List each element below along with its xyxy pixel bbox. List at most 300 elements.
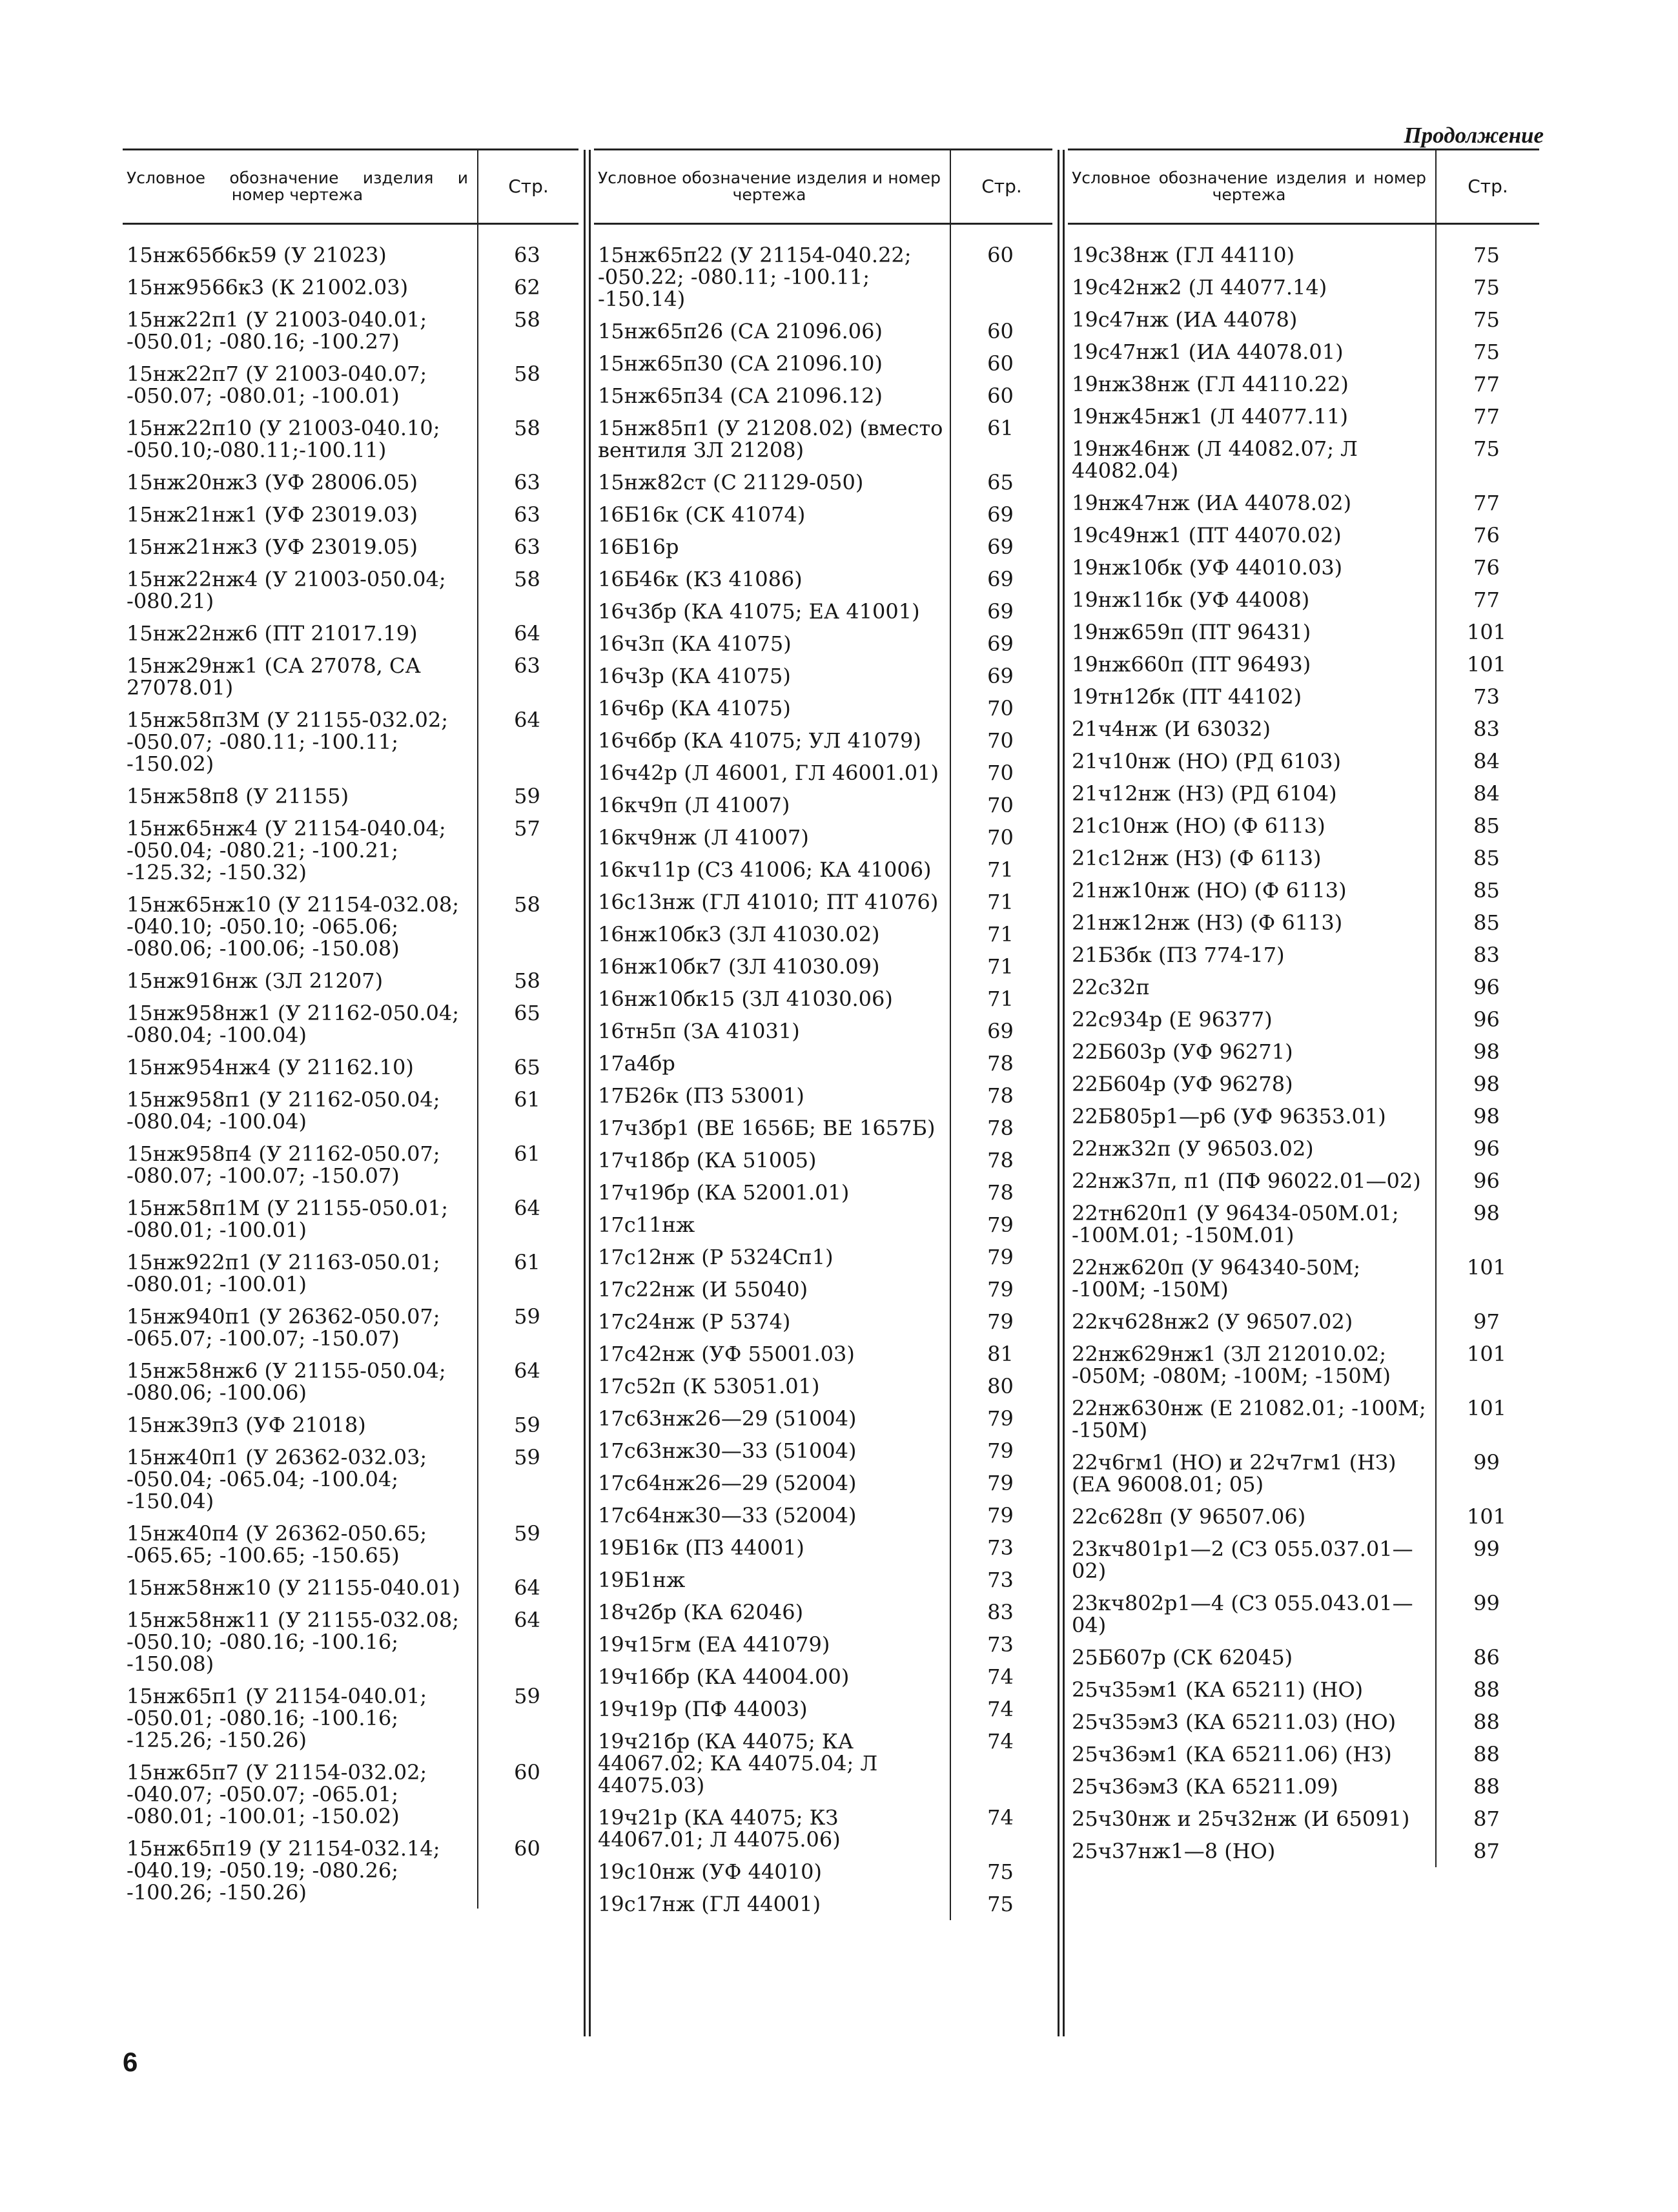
item-designation: 19нж11бк (УФ 44008)	[1072, 588, 1310, 612]
item-designation: 17с64нж30—33 (52004)	[598, 1503, 857, 1528]
item-page: 71	[950, 983, 1052, 1015]
table-row	[594, 692, 1052, 724]
table-row	[594, 789, 1052, 821]
table-row	[123, 965, 578, 997]
table-row	[594, 918, 1052, 950]
item-designation: 23кч802р1—4 (СЗ 055.043.01—04)	[1072, 1591, 1413, 1637]
item-page: 98	[1436, 1036, 1539, 1068]
item-page: 71	[950, 918, 1052, 950]
item-designation: 17с42нж (УФ 55001.03)	[598, 1342, 855, 1366]
item-page: 71	[950, 950, 1052, 983]
item-page: 97	[1436, 1306, 1539, 1338]
item-page: 101	[1436, 1392, 1539, 1446]
table-row	[1068, 906, 1539, 939]
item-page: 78	[950, 1112, 1052, 1144]
item-designation: 15нж958п1 (У 21162-050.04; -080.04; -100.04)	[127, 1087, 440, 1134]
table-row	[123, 563, 578, 617]
item-designation: 15нж65нж10 (У 21154-032.08; -040.10; -050.10; -065.06; -080.06; -100.06; -150.08)	[127, 892, 459, 961]
item-designation: 17Б26к (ПЗ 53001)	[598, 1083, 804, 1108]
item-page: 57	[478, 812, 578, 888]
item-page: 76	[1436, 551, 1539, 584]
table-row	[1068, 1674, 1539, 1706]
item-page: 98	[1436, 1068, 1539, 1100]
table-row	[594, 1370, 1052, 1402]
table-row	[1068, 303, 1539, 336]
item-designation: 15нж9566к3 (К 21002.03)	[127, 275, 409, 300]
item-designation: 17с52п (К 53051.01)	[598, 1374, 820, 1398]
item-designation: 17с24нж (Р 5374)	[598, 1309, 791, 1334]
item-page: 63	[478, 224, 578, 272]
table-row	[594, 1306, 1052, 1338]
table-row	[123, 617, 578, 650]
item-designation: 15нж40п4 (У 26362-050.65; -065.65; -100.65; -150.65)	[127, 1521, 427, 1568]
table-row	[594, 1467, 1052, 1499]
item-designation: 22нж630нж (Е 21082.01; -100М; -150М)	[1072, 1396, 1426, 1442]
item-designation: 17ч19бр (КА 52001.01)	[598, 1180, 850, 1205]
table-row	[123, 650, 578, 704]
item-page: 84	[1436, 745, 1539, 777]
table-row	[594, 412, 1052, 466]
table-row	[1068, 433, 1539, 487]
item-designation: 16ч6бр (КА 41075; УЛ 41079)	[598, 728, 921, 753]
item-page: 59	[478, 780, 578, 812]
item-designation: 15нж958нж1 (У 21162-050.04; -080.04; -100.04)	[127, 1001, 459, 1047]
item-page: 88	[1436, 1738, 1539, 1770]
table-row	[1068, 584, 1539, 616]
table-row	[123, 997, 578, 1051]
table-row	[594, 854, 1052, 886]
table-row	[1068, 1803, 1539, 1835]
item-page: 58	[478, 888, 578, 965]
table-row	[594, 531, 1052, 563]
item-designation: 15нж85п1 (У 21208.02) (вместо вентиля ЗЛ 21208)	[598, 416, 943, 462]
item-designation: 25ч35эм3 (КА 65211.03) (НО)	[1072, 1710, 1397, 1734]
item-designation: 19с47нж1 (ИА 44078.01)	[1072, 340, 1344, 364]
item-page: 79	[950, 1435, 1052, 1467]
table-row	[594, 380, 1052, 412]
table-row	[1068, 1132, 1539, 1165]
item-page: 59	[478, 1441, 578, 1517]
table-row	[1068, 271, 1539, 303]
table-row	[594, 757, 1052, 789]
item-designation: 21Б3бк (ПЗ 774-17)	[1072, 943, 1285, 967]
item-designation: 15нж65п19 (У 21154-032.14; -040.19; -050.19; -080.26; -100.26; -150.26)	[127, 1836, 440, 1905]
item-designation: 16нж10бк3 (ЗЛ 41030.02)	[598, 922, 880, 947]
index-column-2	[594, 148, 1052, 1920]
table-row	[123, 1051, 578, 1083]
item-designation: 15нж58нж11 (У 21155-032.08; -050.10; -080.16; -100.16; -150.08)	[127, 1608, 459, 1676]
table-row	[1068, 1446, 1539, 1500]
item-page: 69	[950, 531, 1052, 563]
item-page: 69	[950, 595, 1052, 628]
item-designation: 19ч19р (ПФ 44003)	[598, 1697, 808, 1721]
table-row	[1068, 1533, 1539, 1587]
table-row	[594, 347, 1052, 380]
table-row	[594, 563, 1052, 595]
item-page: 69	[950, 628, 1052, 660]
item-designation: 17ч3бр1 (ВЕ 1656Б; ВЕ 1657Б)	[598, 1116, 936, 1140]
item-page: 58	[478, 965, 578, 997]
item-page: 96	[1436, 1132, 1539, 1165]
item-page: 71	[950, 854, 1052, 886]
table-row	[594, 1144, 1052, 1176]
item-page: 69	[950, 1015, 1052, 1047]
table-row	[594, 1435, 1052, 1467]
table-row	[594, 1564, 1052, 1596]
item-page: 60	[950, 224, 1052, 316]
item-page: 85	[1436, 874, 1539, 906]
item-designation: 18ч2бр (КА 62046)	[598, 1600, 804, 1624]
table-row	[1068, 971, 1539, 1003]
table-row	[123, 271, 578, 303]
item-designation: 21нж10нж (НО) (Ф 6113)	[1072, 878, 1347, 903]
item-designation: 16ч3п (КА 41075)	[598, 631, 792, 656]
item-designation: 15нж65п7 (У 21154-032.02; -040.07; -050.07; -065.01; -080.01; -100.01; -150.02)	[127, 1760, 427, 1828]
item-designation: 25ч35эм1 (КА 65211) (НО)	[1072, 1677, 1364, 1702]
item-page: 65	[478, 1051, 578, 1083]
item-designation: 22кч628нж2 (У 96507.02)	[1072, 1309, 1353, 1334]
table-row	[594, 660, 1052, 692]
table-row	[594, 498, 1052, 531]
item-designation: 22с934р (Е 96377)	[1072, 1007, 1273, 1032]
item-page: 81	[950, 1338, 1052, 1370]
item-page: 74	[950, 1661, 1052, 1693]
item-designation: 15нж954нж4 (У 21162.10)	[127, 1055, 414, 1080]
table-row	[1068, 1003, 1539, 1036]
table-row	[1068, 551, 1539, 584]
item-page: 88	[1436, 1770, 1539, 1803]
table-row	[594, 886, 1052, 918]
item-page: 60	[478, 1832, 578, 1909]
table-row	[1068, 519, 1539, 551]
item-designation: 25Б607р (СК 62045)	[1072, 1645, 1293, 1670]
column-header-page: Стр.	[1436, 150, 1539, 224]
item-page: 65	[478, 997, 578, 1051]
item-designation: 16ч42р (Л 46001, ГЛ 46001.01)	[598, 761, 939, 785]
item-page: 64	[478, 1355, 578, 1409]
table-row	[1068, 1770, 1539, 1803]
item-page: 101	[1436, 616, 1539, 648]
item-designation: 16ч6р (КА 41075)	[598, 696, 791, 721]
item-page: 69	[950, 498, 1052, 531]
item-page: 64	[478, 1572, 578, 1604]
item-designation: 15нж65б6к59 (У 21023)	[127, 243, 387, 267]
item-designation: 15нж65нж4 (У 21154-040.04; -050.04; -080.21; -100.21; -125.32; -150.32)	[127, 816, 446, 885]
table-row	[1068, 1251, 1539, 1306]
item-designation: 16тн5п (ЗА 41031)	[598, 1019, 800, 1043]
item-page: 87	[1436, 1803, 1539, 1835]
item-designation: 21с12нж (НЗ) (Ф 6113)	[1072, 846, 1322, 870]
item-designation: 15нж65п26 (СА 21096.06)	[598, 319, 883, 343]
item-page: 96	[1436, 971, 1539, 1003]
item-page: 59	[478, 1680, 578, 1756]
item-designation: 22ч6гм1 (НО) и 22ч7гм1 (НЗ) (ЕА 96008.01; 05)	[1072, 1450, 1397, 1497]
column-header-page: Стр.	[478, 150, 578, 224]
table-row	[123, 1680, 578, 1756]
table-row	[594, 1661, 1052, 1693]
item-page: 85	[1436, 842, 1539, 874]
item-page: 101	[1436, 1500, 1539, 1533]
item-designation: 15нж58нж6 (У 21155-050.04; -080.06; -100.06)	[127, 1358, 446, 1405]
column-header-item: Условное обозначение изделия и номер чертежа	[594, 150, 950, 224]
table-row	[594, 1628, 1052, 1661]
item-page: 78	[950, 1080, 1052, 1112]
table-row	[123, 1409, 578, 1441]
item-page: 99	[1436, 1533, 1539, 1587]
table-row	[1068, 1306, 1539, 1338]
item-page: 69	[950, 660, 1052, 692]
table-row	[1068, 616, 1539, 648]
item-designation: 15нж65п34 (СА 21096.12)	[598, 384, 883, 408]
table-row	[1068, 368, 1539, 400]
table-row	[123, 1246, 578, 1300]
item-page: 86	[1436, 1641, 1539, 1674]
table-row	[123, 466, 578, 498]
item-page: 101	[1436, 1338, 1539, 1392]
column-header-page: Стр.	[950, 150, 1052, 224]
table-row	[594, 1015, 1052, 1047]
item-designation: 17а4бр	[598, 1051, 675, 1076]
item-designation: 23кч801р1—2 (СЗ 055.037.01—02)	[1072, 1537, 1413, 1583]
table-row	[1068, 224, 1539, 272]
item-page: 98	[1436, 1100, 1539, 1132]
table-row	[123, 704, 578, 780]
item-page: 71	[950, 886, 1052, 918]
item-designation: 17с22нж (И 55040)	[598, 1277, 808, 1302]
table-row	[123, 1441, 578, 1517]
item-page: 58	[478, 303, 578, 358]
table-row	[1068, 1100, 1539, 1132]
item-page: 75	[1436, 224, 1539, 272]
item-designation: 16с13нж (ГЛ 41010; ПТ 41076)	[598, 890, 939, 914]
table-row	[1068, 487, 1539, 519]
item-designation: 16кч9п (Л 41007)	[598, 793, 790, 817]
item-designation: 19нж659п (ПТ 96431)	[1072, 620, 1311, 644]
table-row	[594, 595, 1052, 628]
table-row	[123, 1756, 578, 1832]
item-page: 83	[1436, 939, 1539, 971]
item-page: 74	[950, 1725, 1052, 1801]
table-row	[594, 1499, 1052, 1531]
table-row	[594, 1693, 1052, 1725]
item-designation: 16Б46к (КЗ 41086)	[598, 567, 803, 591]
item-page: 96	[1436, 1165, 1539, 1197]
item-page: 77	[1436, 400, 1539, 433]
item-designation: 19с42нж2 (Л 44077.14)	[1072, 275, 1327, 300]
table-row	[594, 1402, 1052, 1435]
item-page: 78	[950, 1176, 1052, 1209]
table-row	[594, 1241, 1052, 1273]
item-designation: 19тн12бк (ПТ 44102)	[1072, 684, 1302, 709]
table-row	[1068, 336, 1539, 368]
table-row	[1068, 939, 1539, 971]
item-page: 70	[950, 757, 1052, 789]
table-row	[1068, 1641, 1539, 1674]
column-divider	[584, 150, 586, 2036]
table-row	[594, 1596, 1052, 1628]
item-designation: 17с63нж26—29 (51004)	[598, 1406, 857, 1431]
item-page: 75	[1436, 271, 1539, 303]
table-row	[594, 1176, 1052, 1209]
item-designation: 16кч11р (СЗ 41006; КА 41006)	[598, 857, 932, 882]
item-designation: 22нж620п (У 964340-50М; -100М; -150М)	[1072, 1255, 1361, 1302]
item-page: 79	[950, 1402, 1052, 1435]
item-designation: 15нж922п1 (У 21163-050.01; -080.01; -100.01)	[127, 1250, 440, 1296]
table-row	[1068, 777, 1539, 810]
table-row	[123, 1572, 578, 1604]
table-row	[123, 1832, 578, 1909]
table-row	[1068, 874, 1539, 906]
table-row	[594, 821, 1052, 854]
item-designation: 15нж58п1М (У 21155-050.01; -080.01; -100.01)	[127, 1196, 448, 1242]
table-row	[1068, 400, 1539, 433]
column-divider	[1058, 150, 1059, 2036]
table-row	[123, 1300, 578, 1355]
table-row	[594, 1801, 1052, 1856]
item-page: 58	[478, 563, 578, 617]
page-number: 6	[123, 2047, 138, 2077]
item-designation: 15нж82ст (С 21129-050)	[598, 470, 864, 495]
item-designation: 19с47нж (ИА 44078)	[1072, 307, 1298, 332]
item-designation: 22с628п (У 96507.06)	[1072, 1504, 1306, 1529]
item-page: 85	[1436, 906, 1539, 939]
item-designation: 21ч4нж (И 63032)	[1072, 717, 1271, 741]
table-row	[123, 303, 578, 358]
item-designation: 19нж10бк (УФ 44010.03)	[1072, 555, 1343, 580]
table-row	[123, 358, 578, 412]
item-page: 77	[1436, 584, 1539, 616]
item-designation: 15нж958п4 (У 21162-050.07; -080.07; -100.07; -150.07)	[127, 1142, 440, 1188]
item-page: 75	[1436, 336, 1539, 368]
table-row	[123, 1192, 578, 1246]
item-page: 73	[950, 1531, 1052, 1564]
item-page: 64	[478, 704, 578, 780]
item-page: 78	[950, 1047, 1052, 1080]
table-row	[594, 1888, 1052, 1920]
item-designation: 21ч10нж (НО) (РД 6103)	[1072, 749, 1341, 773]
item-page: 101	[1436, 648, 1539, 681]
item-page: 61	[950, 412, 1052, 466]
item-designation: 15нж39п3 (УФ 21018)	[127, 1413, 366, 1437]
item-page: 59	[478, 1409, 578, 1441]
item-designation: 15нж58п8 (У 21155)	[127, 784, 349, 808]
item-designation: 15нж65п22 (У 21154-040.22; -050.22; -080.11; -100.11; -150.14)	[598, 243, 912, 311]
item-page: 79	[950, 1467, 1052, 1499]
table-row	[1068, 810, 1539, 842]
table-row	[123, 412, 578, 466]
item-designation: 15нж22нж6 (ПТ 21017.19)	[127, 621, 418, 646]
item-designation: 25ч30нж и 25ч32нж (И 65091)	[1072, 1807, 1410, 1831]
table-row	[594, 950, 1052, 983]
item-page: 70	[950, 692, 1052, 724]
item-page: 70	[950, 724, 1052, 757]
table-row	[594, 1531, 1052, 1564]
table-row	[1068, 1500, 1539, 1533]
table-row	[1068, 1036, 1539, 1068]
item-designation: 22тн620п1 (У 96434-050М.01; -100М.01; -150М.01)	[1072, 1201, 1399, 1247]
item-page: 61	[478, 1138, 578, 1192]
table-row	[594, 1209, 1052, 1241]
item-designation: 19Б16к (ПЗ 44001)	[598, 1535, 804, 1560]
table-row	[123, 531, 578, 563]
item-page: 60	[950, 380, 1052, 412]
item-designation: 15нж22п10 (У 21003-040.10; -050.10;-080.11;-100.11)	[127, 416, 440, 462]
table-row	[123, 1083, 578, 1138]
item-designation: 15нж65п30 (СА 21096.10)	[598, 351, 883, 376]
item-page: 64	[478, 617, 578, 650]
item-page: 77	[1436, 368, 1539, 400]
item-page: 61	[478, 1246, 578, 1300]
item-page: 70	[950, 821, 1052, 854]
item-designation: 15нж29нж1 (СА 27078, СА 27078.01)	[127, 653, 421, 700]
table-row	[594, 224, 1052, 316]
item-designation: 15нж916нж (ЗЛ 21207)	[127, 968, 384, 993]
item-designation: 21с10нж (НО) (Ф 6113)	[1072, 814, 1325, 838]
item-page: 64	[478, 1604, 578, 1680]
item-page: 79	[950, 1209, 1052, 1241]
item-page: 84	[1436, 777, 1539, 810]
item-designation: 22нж629нж1 (ЗЛ 212010.02; -050М; -080М; -100М; -150М)	[1072, 1342, 1391, 1388]
continuation-label: Продолжение	[1404, 123, 1544, 148]
table-row	[594, 1725, 1052, 1801]
table-row	[594, 983, 1052, 1015]
item-page: 75	[950, 1888, 1052, 1920]
table-row	[1068, 1197, 1539, 1251]
item-page: 58	[478, 412, 578, 466]
item-page: 79	[950, 1241, 1052, 1273]
item-page: 96	[1436, 1003, 1539, 1036]
table-row	[123, 1604, 578, 1680]
item-designation: 17с11нж	[598, 1213, 695, 1237]
index-column-3	[1068, 148, 1539, 1867]
item-page: 64	[478, 1192, 578, 1246]
item-designation: 17с12нж (Р 5324Сп1)	[598, 1245, 834, 1269]
item-designation: 22нж37п, п1 (ПФ 96022.01—02)	[1072, 1169, 1421, 1193]
item-designation: 19Б1нж	[598, 1568, 686, 1592]
item-designation: 19нж45нж1 (Л 44077.11)	[1072, 404, 1349, 429]
item-designation: 19ч21р (КА 44075; КЗ 44067.01; Л 44075.06)	[598, 1805, 841, 1852]
item-page: 65	[950, 466, 1052, 498]
item-page: 78	[950, 1144, 1052, 1176]
table-row	[123, 1138, 578, 1192]
item-designation: 19нж660п (ПТ 96493)	[1072, 652, 1311, 677]
item-designation: 15нж40п1 (У 26362-032.03; -050.04; -065.04; -100.04; -150.04)	[127, 1445, 427, 1513]
item-designation: 15нж65п1 (У 21154-040.01; -050.01; -080.16; -100.16; -125.26; -150.26)	[127, 1684, 427, 1752]
item-designation: 17ч18бр (КА 51005)	[598, 1148, 817, 1173]
item-designation: 21нж12нж (НЗ) (Ф 6113)	[1072, 910, 1343, 935]
item-designation: 19ч15гм (ЕА 441079)	[598, 1632, 830, 1657]
item-page: 58	[478, 358, 578, 412]
item-page: 63	[478, 466, 578, 498]
table-row	[123, 498, 578, 531]
item-page: 69	[950, 563, 1052, 595]
table-row	[1068, 1706, 1539, 1738]
item-page: 83	[950, 1596, 1052, 1628]
table-row	[1068, 1835, 1539, 1867]
item-page: 83	[1436, 713, 1539, 745]
item-designation: 22Б604р (УФ 96278)	[1072, 1072, 1293, 1096]
item-designation: 25ч36эм3 (КА 65211.09)	[1072, 1774, 1338, 1799]
table-row	[594, 1273, 1052, 1306]
table-row	[1068, 842, 1539, 874]
item-page: 76	[1436, 519, 1539, 551]
item-page: 63	[478, 498, 578, 531]
column-header-item: Условное обозначение изделия и номер чертежа	[1068, 150, 1436, 224]
item-page: 60	[478, 1756, 578, 1832]
item-designation: 15нж22п7 (У 21003-040.07; -050.07; -080.01; -100.01)	[127, 362, 427, 408]
table-row	[123, 1355, 578, 1409]
item-designation: 25ч36эм1 (КА 65211.06) (НЗ)	[1072, 1742, 1392, 1767]
